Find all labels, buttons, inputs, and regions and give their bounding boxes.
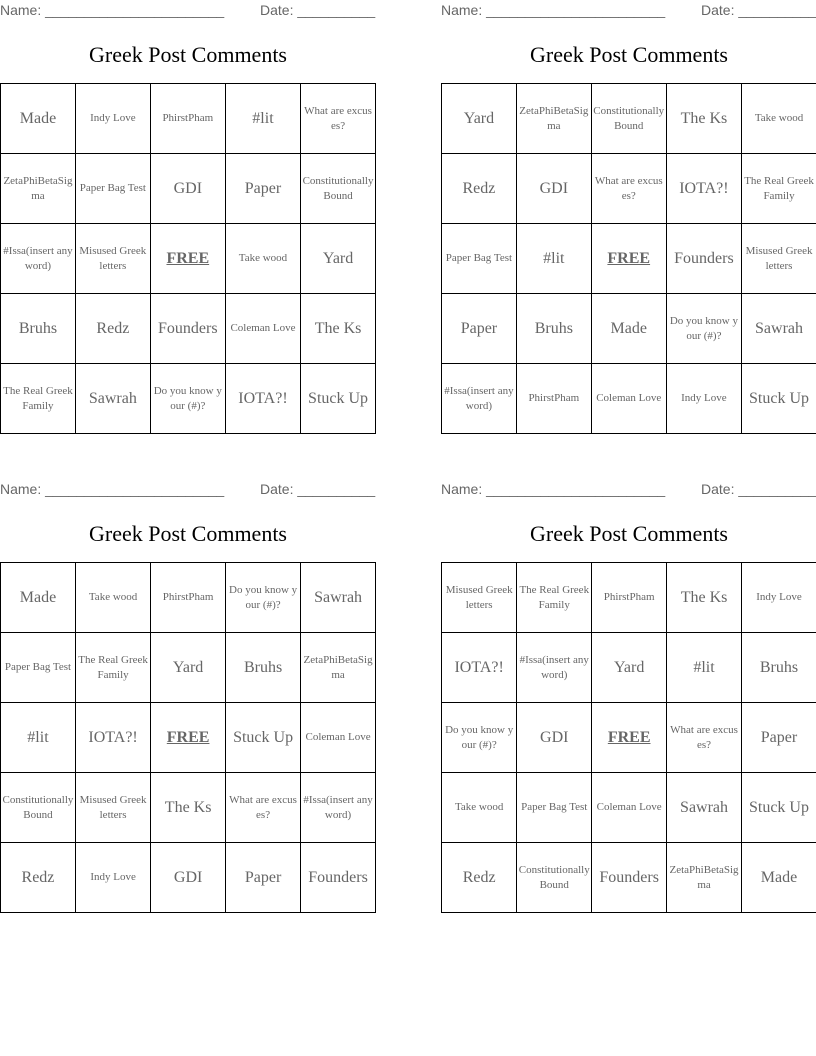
bingo-cell: The Ks	[666, 84, 741, 154]
bingo-cell: Stuck Up	[741, 773, 816, 843]
date-field-label: Date: __________	[701, 481, 816, 497]
bingo-row	[1, 563, 376, 633]
bingo-cell: #Issa(insert any word)	[442, 364, 517, 434]
bingo-cell: GDI	[517, 703, 592, 773]
card-title: Greek Post Comments	[89, 521, 287, 546]
bingo-cell: GDI	[151, 843, 226, 913]
bingo-cell: Indy Love	[741, 563, 816, 633]
bingo-cell: Paper	[442, 294, 517, 364]
bingo-cell: Paper	[226, 843, 301, 913]
bingo-cell: Take wood	[742, 84, 816, 154]
bingo-card-2	[441, 0, 816, 412]
bingo-cell: The Ks	[151, 773, 226, 843]
bingo-cell: Stuck Up	[226, 703, 301, 773]
date-field-label: Date: __________	[260, 2, 376, 18]
bingo-cell: The Real Greek Family	[75, 633, 150, 703]
bingo-row	[1, 224, 376, 294]
bingo-cell: Constitutionally Bound	[301, 154, 376, 224]
bingo-cell: Take wood	[442, 773, 517, 843]
card-title: Greek Post Comments	[530, 42, 728, 67]
bingo-cell: Constitutionally Bound	[1, 773, 76, 843]
bingo-cell: Constitutionally Bound	[517, 843, 592, 913]
bingo-cell: PhirstPham	[150, 84, 225, 154]
bingo-row	[1, 843, 376, 913]
bingo-cell: Made	[1, 563, 76, 633]
bingo-cell: What are excuses?	[226, 773, 301, 843]
bingo-cell: Indy Love	[75, 84, 150, 154]
bingo-cell: ZetaPhiBetaSigma	[516, 84, 591, 154]
bingo-row	[442, 294, 816, 364]
bingo-cell: Coleman Love	[591, 364, 666, 434]
bingo-cell: GDI	[150, 154, 225, 224]
bingo-cell: Paper	[225, 154, 300, 224]
bingo-cell: Redz	[75, 294, 150, 364]
bingo-cell: Sawrah	[301, 563, 376, 633]
bingo-cell: Misused Greek letters	[75, 773, 150, 843]
bingo-row	[442, 633, 816, 703]
bingo-cell: The Real Greek Family	[742, 154, 816, 224]
bingo-cell: ZetaPhiBetaSigma	[301, 633, 376, 703]
bingo-row	[1, 773, 376, 843]
bingo-cell: Indy Love	[75, 843, 150, 913]
bingo-cell: GDI	[516, 154, 591, 224]
bingo-cell: Do you know your (#)?	[150, 364, 225, 434]
bingo-cell: Paper Bag Test	[517, 773, 592, 843]
bingo-cell: IOTA?!	[225, 364, 300, 434]
bingo-row	[1, 703, 376, 773]
bingo-card-1	[0, 0, 376, 412]
bingo-cell: Made	[741, 843, 816, 913]
bingo-cell: ZetaPhiBetaSigma	[1, 154, 76, 224]
bingo-cell: Founders	[592, 843, 667, 913]
bingo-cell: Do you know your (#)?	[666, 294, 741, 364]
bingo-cell: What are excuses?	[591, 154, 666, 224]
bingo-row	[442, 773, 816, 843]
bingo-cell: Bruhs	[516, 294, 591, 364]
bingo-row	[442, 84, 816, 154]
bingo-cell: Paper	[741, 703, 816, 773]
bingo-cell: Paper Bag Test	[1, 633, 76, 703]
bingo-cell: IOTA?!	[75, 703, 150, 773]
bingo-cell: Redz	[442, 843, 517, 913]
bingo-row	[442, 364, 816, 434]
bingo-cell: IOTA?!	[666, 154, 741, 224]
bingo-row	[1, 364, 376, 434]
bingo-row	[442, 703, 816, 773]
bingo-cell: Indy Love	[666, 364, 741, 434]
bingo-cell: Yard	[301, 224, 376, 294]
bingo-cell: #lit	[225, 84, 300, 154]
bingo-cell: Redz	[1, 843, 76, 913]
bingo-cell: Founders	[301, 843, 376, 913]
name-field-label: Name: _______________________	[0, 2, 225, 18]
bingo-cell: #Issa(insert any word)	[517, 633, 592, 703]
bingo-cell: Bruhs	[226, 633, 301, 703]
bingo-grid	[441, 562, 816, 913]
bingo-card-3	[0, 479, 376, 886]
bingo-cell: Paper Bag Test	[442, 224, 517, 294]
bingo-cell: Do you know your (#)?	[442, 703, 517, 773]
bingo-cell: Coleman Love	[225, 294, 300, 364]
bingo-cell: Stuck Up	[742, 364, 816, 434]
bingo-cell: PhirstPham	[592, 563, 667, 633]
bingo-free-cell: FREE	[151, 703, 226, 773]
bingo-cell: Take wood	[225, 224, 300, 294]
bingo-row	[1, 154, 376, 224]
bingo-cell: Take wood	[75, 563, 150, 633]
bingo-cell: Sawrah	[742, 294, 816, 364]
bingo-cell: Misused Greek letters	[442, 563, 517, 633]
date-field-label: Date: __________	[260, 481, 376, 497]
bingo-cell: IOTA?!	[442, 633, 517, 703]
bingo-cell: Do you know your (#)?	[226, 563, 301, 633]
bingo-card-4	[441, 479, 816, 891]
bingo-cell: Founders	[150, 294, 225, 364]
bingo-cell: Made	[591, 294, 666, 364]
bingo-grid	[441, 83, 816, 434]
card-title: Greek Post Comments	[530, 521, 728, 546]
bingo-cell: Coleman Love	[592, 773, 667, 843]
bingo-row	[442, 154, 816, 224]
bingo-row	[442, 563, 816, 633]
bingo-row	[442, 224, 816, 294]
bingo-grid	[0, 83, 376, 434]
bingo-free-cell: FREE	[591, 224, 666, 294]
bingo-grid	[0, 562, 376, 913]
bingo-free-cell: FREE	[592, 703, 667, 773]
bingo-free-cell: FREE	[150, 224, 225, 294]
card-header	[0, 479, 376, 501]
name-field-label: Name: _______________________	[441, 481, 666, 497]
bingo-cell: #Issa(insert any word)	[301, 773, 376, 843]
bingo-cell: The Ks	[301, 294, 376, 364]
bingo-cell: PhirstPham	[151, 563, 226, 633]
bingo-cell: PhirstPham	[516, 364, 591, 434]
card-title: Greek Post Comments	[89, 42, 287, 67]
bingo-cell: Redz	[442, 154, 517, 224]
bingo-cell: Bruhs	[741, 633, 816, 703]
bingo-cell: The Ks	[667, 563, 742, 633]
bingo-cell: #lit	[667, 633, 742, 703]
bingo-cell: #Issa(insert any word)	[1, 224, 76, 294]
bingo-cell: The Real Greek Family	[1, 364, 76, 434]
bingo-row	[1, 633, 376, 703]
bingo-cell: Stuck Up	[301, 364, 376, 434]
date-field-label: Date: __________	[701, 2, 816, 18]
bingo-cell: Misused Greek letters	[75, 224, 150, 294]
bingo-cell: Coleman Love	[301, 703, 376, 773]
bingo-cell: Misused Greek letters	[742, 224, 816, 294]
bingo-cell: #lit	[516, 224, 591, 294]
name-field-label: Name: _______________________	[441, 2, 666, 18]
bingo-cell: Sawrah	[667, 773, 742, 843]
bingo-cell: What are excuses?	[667, 703, 742, 773]
bingo-cell: Sawrah	[75, 364, 150, 434]
bingo-cell: ZetaPhiBetaSigma	[667, 843, 742, 913]
bingo-cell: Yard	[151, 633, 226, 703]
bingo-cell: #lit	[1, 703, 76, 773]
bingo-row	[442, 843, 816, 913]
bingo-row	[1, 294, 376, 364]
bingo-cell: The Real Greek Family	[517, 563, 592, 633]
card-header	[0, 0, 376, 22]
bingo-cell: What are excuses?	[301, 84, 376, 154]
bingo-cell: Founders	[666, 224, 741, 294]
card-header	[441, 0, 816, 22]
bingo-row	[1, 84, 376, 154]
name-field-label: Name: _______________________	[0, 481, 225, 497]
bingo-cell: Made	[1, 84, 76, 154]
bingo-cell: Bruhs	[1, 294, 76, 364]
card-header	[441, 479, 816, 501]
bingo-cell: Yard	[442, 84, 517, 154]
bingo-cell: Yard	[592, 633, 667, 703]
bingo-cell: Paper Bag Test	[75, 154, 150, 224]
bingo-cell: Constitutionally Bound	[591, 84, 666, 154]
